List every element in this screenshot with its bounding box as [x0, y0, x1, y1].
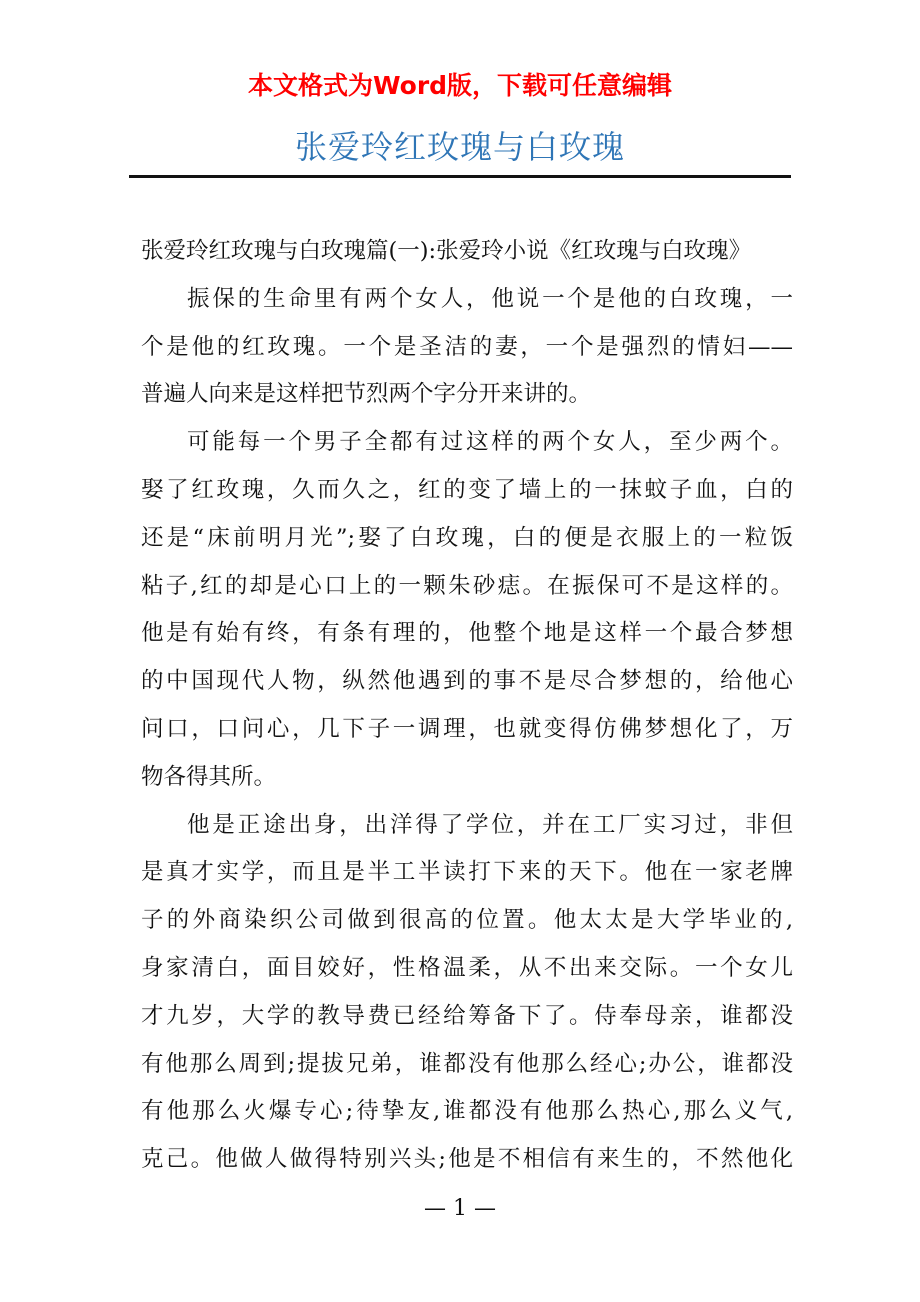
title-divider [129, 175, 791, 178]
paragraph-line: 还是“床前明月光”;娶了白玫瑰，白的便是衣服上的一粒饭 [141, 524, 793, 551]
paragraph-line: 子的外商染织公司做到很高的位置。他太太是大学毕业的, [141, 907, 793, 934]
word-format-notice: 本文格式为Word版，下载可任意编辑 [247, 71, 673, 100]
paragraph-line: 有他那么火爆专心;待挚友,谁都没有他那么热心,那么义气, [141, 1098, 793, 1125]
paragraph-line: 克己。他做人做得特别兴头;他是不相信有来生的，不然他化 [141, 1146, 793, 1173]
paragraph-line: 可能每一个男子全都有过这样的两个女人，至少两个。 [187, 429, 793, 456]
paragraph-line: 他是正途出身，出洋得了学位，并在工厂实习过，非但 [187, 811, 793, 838]
paragraph-line: 普遍人向来是这样把节烈两个字分开来讲的。 [141, 381, 592, 408]
page-number: — 1 — [424, 1196, 496, 1221]
paragraph-line: 他是有始有终，有条有理的，他整个地是这样一个最合梦想 [141, 620, 793, 647]
document-title: 张爱玲红玫瑰与白玫瑰 [294, 128, 625, 166]
paragraph-line: 娶了红玫瑰，久而久之，红的变了墙上的一抹蚊子血，白的 [141, 476, 793, 503]
paragraph-line: 是真才实学，而且是半工半读打下来的天下。他在一家老牌 [141, 859, 793, 886]
paragraph-line: 有他那么周到;提拔兄弟，谁都没有他那么经心;办公，谁都没 [141, 1050, 793, 1077]
paragraph-line: 才九岁，大学的教导费已经给筹备下了。侍奉母亲，谁都没 [141, 1002, 793, 1029]
paragraph-line: 的中国现代人物，纵然他遇到的事不是尽合梦想的，给他心 [141, 668, 793, 695]
paragraph-line: 个是他的红玫瑰。一个是圣洁的妻，一个是强烈的情妇—— [141, 333, 793, 360]
paragraph-line: 身家清白，面目姣好，性格温柔，从不出来交际。一个女儿 [141, 954, 793, 981]
paragraph-line: 问口，口问心，几下子一调理，也就变得仿佛梦想化了，万 [141, 715, 793, 742]
section-heading-line: 张爱玲红玫瑰与白玫瑰篇(一):张爱玲小说《红玫瑰与白玫瑰》 [141, 238, 752, 264]
document-body [141, 228, 793, 1184]
paragraph-line: 粘子,红的却是心口上的一颗朱砂痣。在振保可不是这样的。 [141, 572, 793, 599]
paragraph-line: 物各得其所。 [141, 763, 277, 790]
paragraph-line: 振保的生命里有两个女人，他说一个是他的白玫瑰，一 [187, 285, 793, 312]
